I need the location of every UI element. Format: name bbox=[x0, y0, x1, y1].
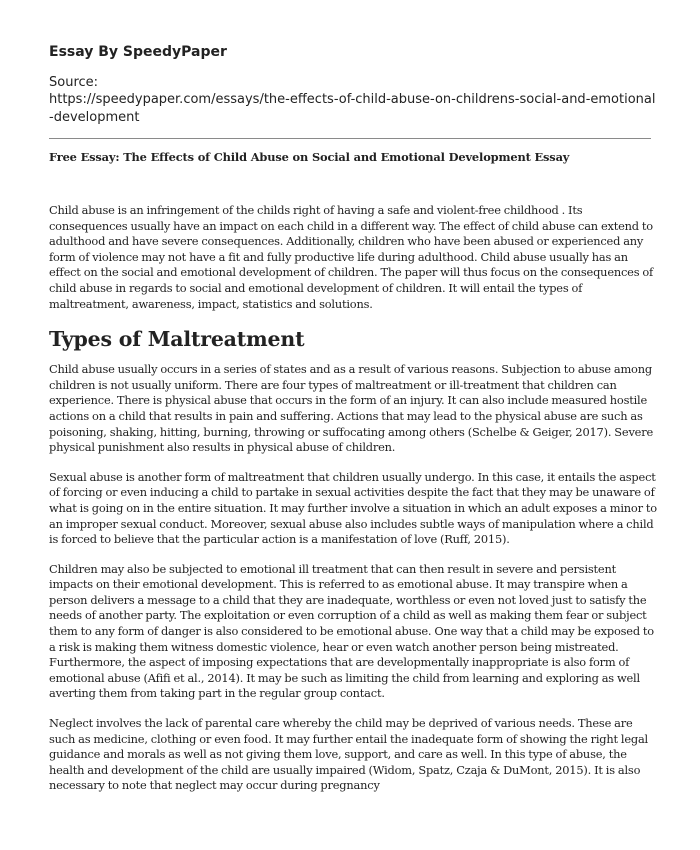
brand-heading: Essay By SpeedyPaper bbox=[49, 44, 227, 60]
body-paragraph: Child abuse usually occurs in a series of states and as a result of various reasons. Subjection to abuse among children is not usually uniform. There are four types of maltreatment or ill-treatment that children can experience. There is physical abuse that occurs in the form of an injury. It can also include measured hostile actions on a child that results in pain and suffering. Actions that may lead to the physical abuse are such as poisoning, shaking, hitting, burning, throwing or suffocating among others (Schelbe & Geiger, 2017). Severe physical punishment also results in physical abuse of children. bbox=[49, 362, 654, 455]
intro-paragraph: Child abuse is an infringement of the childs right of having a safe and violent-free childhood . Its consequences usually have an impact on each child in a different way. The effect of child abuse can extend to adulthood and have severe consequences. Additionally, children who have been abused or experienced any form of violence may not have a fit and fully productive life during adulthood. Child abuse usually has an effect on the social and emotional development of children. The paper will thus focus on the consequences of child abuse in regards to social and emotional development of children. It will entail the types of maltreatment, awareness, impact, statistics and solutions. bbox=[49, 203, 654, 311]
source-label: Source: bbox=[49, 75, 99, 90]
essay-body bbox=[49, 203, 661, 808]
section-heading: Types of Maltreatment bbox=[49, 327, 305, 352]
source-url-link[interactable]: https://speedypaper.com/essays/the-effects-of-child-abuse-on-childrens-social-and-emotional-development bbox=[49, 92, 656, 125]
document-header bbox=[49, 43, 659, 127]
header-divider bbox=[49, 138, 651, 139]
body-paragraph: Children may also be subjected to emotional ill treatment that can then result in severe and persistent impacts on their emotional development. This is referred to as emotional abuse. It may transpire when a person delivers a message to a child that they are inadequate, worthless or even not loved just to satisfy the needs of another party. The exploitation or even corruption of a child as well as making them fear or subject them to any form of danger is also considered to be emotional abuse. One way that a child may be exposed to a risk is making them witness domestic violence, hear or even watch another person being mistreated. Furthermore, the aspect of imposing expectations that are developmentally inappropriate is also form of emotional abuse (Afifi et al., 2014). It may be such as limiting the child from learning and exploring as well averting them from taking part in the regular group contact. bbox=[49, 561, 654, 701]
body-paragraph: Sexual abuse is another form of maltreatment that children usually undergo. In this case, it entails the aspect of forcing or even inducing a child to partake in sexual activities despite the fact that they may be unaware of what is going on in the entire situation. It may further involve a situation in which an adult exposes a minor to an improper sexual conduct. Moreover, sexual abuse also includes subtle ways of manipulation where a child is forced to believe that the particular action is a manifestation of love (Ruff, 2015). bbox=[49, 469, 657, 547]
essay-title: Free Essay: The Effects of Child Abuse on Social and Emotional Development Essay bbox=[49, 150, 570, 164]
body-paragraph: Neglect involves the lack of parental care whereby the child may be deprived of various needs. These are such as medicine, clothing or even food. It may further entail the inadequate form of showing the right legal guidance and morals as well as not giving them love, support, and care as well. In this type of abuse, the health and development of the child are usually impaired (Widom, Spatz, Czaja & DuMont, 2015). It is also necessary to note that neglect may occur during pregnancy bbox=[49, 716, 649, 793]
